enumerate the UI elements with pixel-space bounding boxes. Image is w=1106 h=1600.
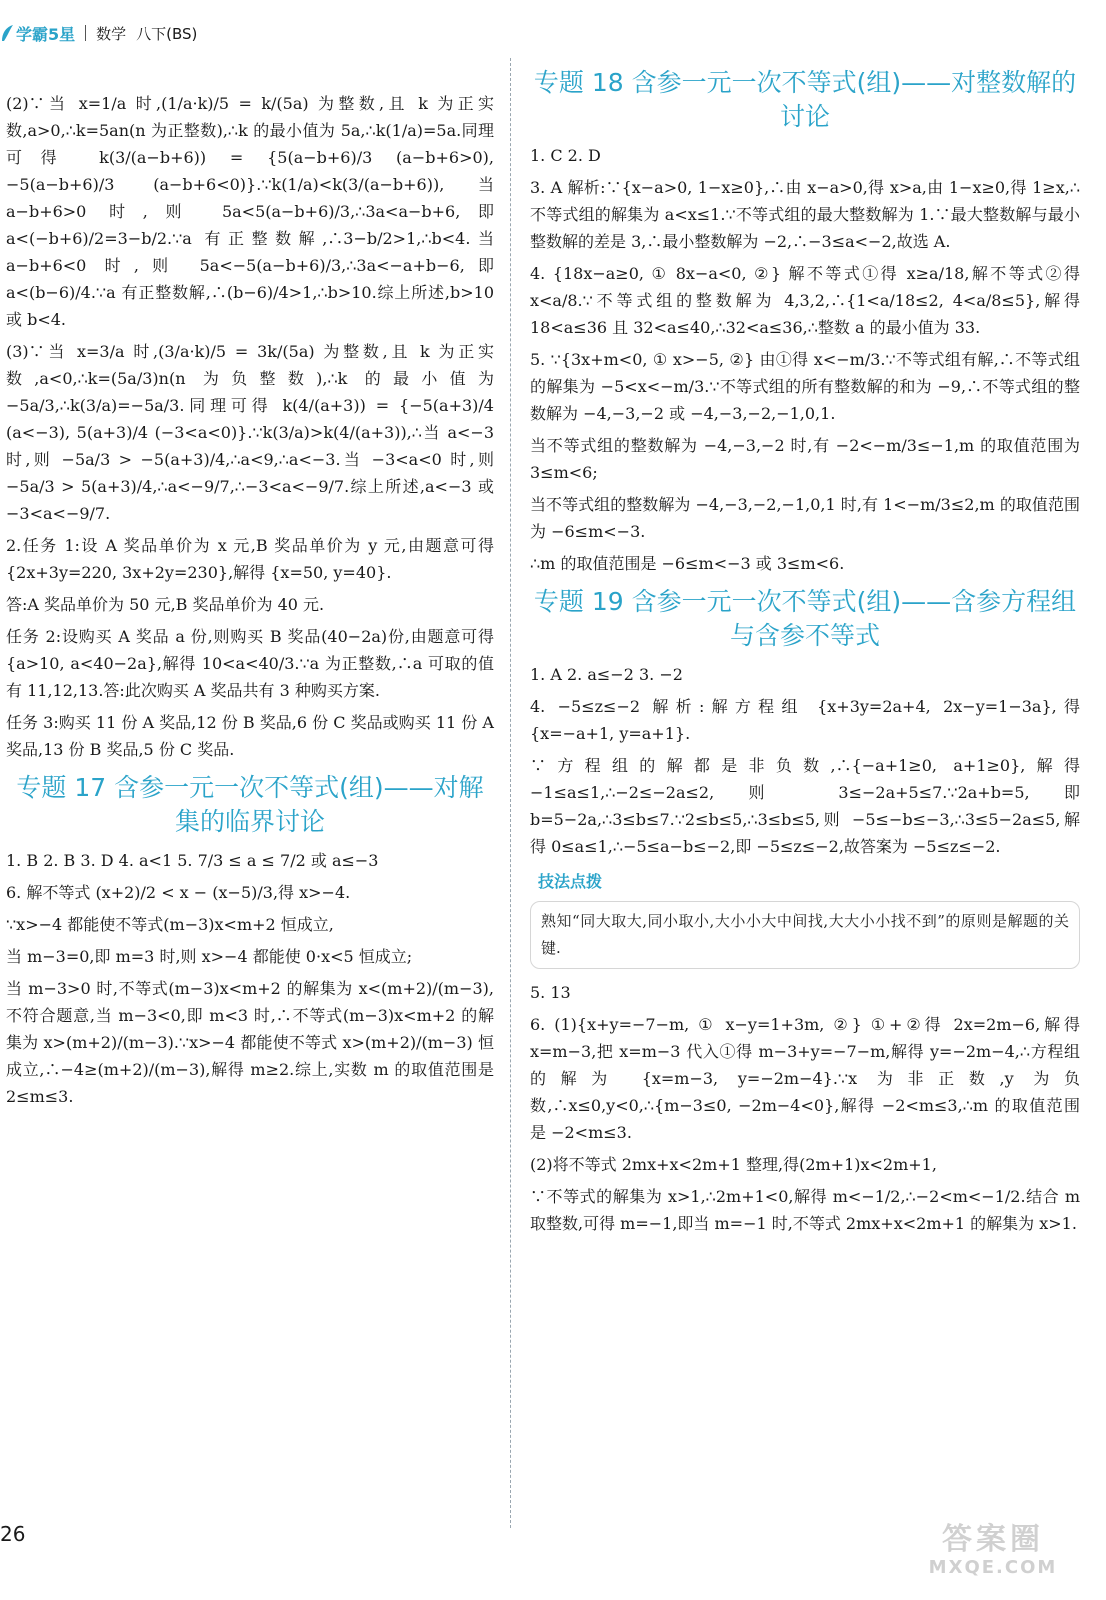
tip-label: 技法点拨 bbox=[538, 872, 603, 891]
brand-leaf-icon bbox=[0, 23, 14, 43]
page-number: 26 bbox=[0, 1522, 26, 1546]
answer-paragraph: 6. 解不等式 (x+2)/2 < x − (x−5)/3,得 x>−4. bbox=[6, 883, 351, 902]
answer-paragraph: 当 m−3>0 时,不等式(m−3)x<m+2 的解集为 x<(m+2)/(m−3),不符合题意,当 m−3<0,即 m<3 时,∴不等式(m−3)x<m+2 的解集为 x>(m+2)/(m−3).∵x>−4 都能使不等式 x>(m+2)/(m−3) 恒成立,∴−4≥(m+2)/(m−3),解得 m≥2.综上,实数 m 的取值范围是 2≤m≤3. bbox=[6, 979, 494, 1106]
answer-paragraph: 当不等式组的整数解为 −4,−3,−2 时,有 −2<−m/3≤−1,m 的取值范围为 3≤m<6; bbox=[530, 436, 1080, 482]
answer-paragraph: 4. {18x−a≥0, ① 8x−a<0, ②} 解不等式①得 x≥a/18,解不等式②得 x<a/8.∵不等式组的整数解为 4,3,2,∴{1<a/18≤2, 4<a/8≤5},解得 18<a≤36 且 32<a≤40,∴32<a≤36,∴整数 a 的最小值为 33. bbox=[530, 264, 1080, 337]
page-header bbox=[0, 18, 420, 48]
answer-paragraph: 任务 2:设购买 A 奖品 a 份,则购买 B 奖品(40−2a)份,由题意可得 {a>10, a<40−2a},解得 10<a<40/3.∵a 为正整数,∴a 可取的值有 11,12,13.答:此次购买 A 奖品共有 3 种购买方案. bbox=[6, 627, 494, 700]
answer-paragraph: 任务 3:购买 11 份 A 奖品,12 份 B 奖品,6 份 C 奖品或购买 11 份 A 奖品,13 份 B 奖品,5 份 C 奖品. bbox=[6, 713, 494, 759]
topic-17-title: 专题 17 含参一元一次不等式(组)——对解集的临界讨论 bbox=[16, 773, 484, 836]
topic-18-title: 专题 18 含参一元一次不等式(组)——对整数解的讨论 bbox=[533, 68, 1077, 131]
answer-paragraph: 答:A 奖品单价为 50 元,B 奖品单价为 40 元. bbox=[6, 595, 325, 614]
header-subject: 数学 bbox=[96, 24, 127, 43]
tip-box: 熟知“同大取大,同小取小,大小小大中间找,大大小小找不到”的原则是解题的关键. bbox=[530, 901, 1080, 969]
answer-paragraph: 4. −5≤z≤−2 解析:解方程组 {x+3y=2a+4, 2x−y=1−3a},得 {x=−a+1, y=a+1}. bbox=[530, 697, 1080, 743]
watermark-url: MXQE.COM bbox=[928, 1557, 1058, 1578]
answer-paragraph: (2)∵当 x=1/a 时,(1/a·k)/5 = k/(5a) 为整数,且 k 为正实数,a>0,∴k=5an(n 为正整数),∴k 的最小值为 5a,∴k(1/a)=5a.同理可得 k(3/(a−b+6)) = {5(a−b+6)/3 (a−b+6>0), −5(a−b+6)/3 (a−b+6<0)}.∵k(1/a)<k(3/(a−b+6)),当 a−b+6>0 时,则 5a<5(a−b+6)/3,∴3a<a−b+6,即 a<(−b+6)/2=3−b/2.∵a 有正整数解,∴3−b/2>1,∴b<4.当 a−b+6<0 时,则 5a<−5(a−b+6)/3,∴3a<−a+b−6,即 a<(b−6)/4.∵a 有正整数解,∴(b−6)/4>1,∴b>10.综上所述,b>10 或 b<4. bbox=[6, 94, 494, 329]
answer-paragraph: 2.任务 1:设 A 奖品单价为 x 元,B 奖品单价为 y 元,由题意可得 {2x+3y=220, 3x+2y=230},解得 {x=50, y=40}. bbox=[6, 536, 494, 582]
answer-paragraph: 1. C 2. D bbox=[530, 146, 601, 165]
answer-paragraph: 5. ∵{3x+m<0, ① x>−5, ②} 由①得 x<−m/3.∵不等式组有解,∴不等式组的解集为 −5<x<−m/3.∵不等式组的所有整数解的和为 −9,∴不等式组的整数解为 −4,−3,−2 或 −4,−3,−2,−1,0,1. bbox=[530, 350, 1080, 423]
brand-name: 学霸5星 bbox=[16, 24, 76, 44]
answer-paragraph: (3)∵当 x=3/a 时,(3/a·k)/5 = 3k/(5a) 为整数,且 k 为正实数,a<0,∴k=(5a/3)n(n 为负整数),∴k 的最小值为 −5a/3,∴k(3/a)=−5a/3.同理可得 k(4/(a+3)) = {−5(a+3)/4 (a<−3), 5(a+3)/4 (−3<a<0)}.∵k(3/a)>k(4/(a+3)),∴当 a<−3 时,则 −5a/3 > −5(a+3)/4,∴a<9,∴a<−3.当 −3<a<0 时,则 −5a/3 > 5(a+3)/4,∴a<−9/7,∴−3<a<−9/7.综上所述,a<−3 或 −3<a<−9/7. bbox=[6, 342, 494, 523]
answer-paragraph: 5. 13 bbox=[530, 983, 571, 1002]
watermark-text: 答案圈 bbox=[942, 1522, 1044, 1557]
answer-paragraph: 1. A 2. a≤−2 3. −2 bbox=[530, 665, 683, 684]
right-column bbox=[530, 58, 1080, 1242]
answer-paragraph: 6. (1){x+y=−7−m, ① x−y=1+3m, ②} ①+②得 2x=2m−6,解得 x=m−3,把 x=m−3 代入①得 m−3+y=−7−m,解得 y=−2m−4,∴方程组的解为 {x=m−3, y=−2m−4}.∵x 为非正数,y 为负数,∴x≤0,y<0,∴{m−3≤0, −2m−4<0},解得 −2<m≤3,∴m 的取值范围是 −2<m≤3. bbox=[530, 1015, 1080, 1142]
answer-paragraph: ∵x>−4 都能使不等式(m−3)x<m+2 恒成立, bbox=[6, 915, 334, 934]
answer-paragraph: 3. A 解析:∵{x−a>0, 1−x≥0},∴由 x−a>0,得 x>a,由 1−x≥0,得 1≥x,∴不等式组的解集为 a<x≤1.∵不等式组的最大整数解为 1.∵最大整数解与最小整数解的差是 3,∴最小整数解为 −2,∴−3≤a<−2,故选 A. bbox=[530, 178, 1080, 251]
answer-paragraph: 1. B 2. B 3. D 4. a<1 5. 7/3 ≤ a ≤ 7/2 或 a≤−3 bbox=[6, 851, 379, 870]
header-divider bbox=[85, 25, 86, 41]
brand-logo bbox=[0, 22, 75, 45]
answer-paragraph: ∴m 的取值范围是 −6≤m<−3 或 3≤m<6. bbox=[530, 554, 845, 573]
answer-paragraph: ∵不等式的解集为 x>1,∴2m+1<0,解得 m<−1/2,∴−2<m<−1/2.结合 m 取整数,可得 m=−1,即当 m=−1 时,不等式 2mx+x<2m+1 的解集为 x>1. bbox=[530, 1187, 1080, 1233]
left-column bbox=[6, 90, 494, 1115]
watermark bbox=[898, 1522, 1088, 1582]
answer-paragraph: (2)将不等式 2mx+x<2m+1 整理,得(2m+1)x<2m+1, bbox=[530, 1155, 937, 1174]
header-grade: 八下(BS) bbox=[136, 24, 198, 43]
topic-19-title: 专题 19 含参一元一次不等式(组)——含参方程组与含参不等式 bbox=[533, 587, 1077, 650]
answer-paragraph: 当 m−3=0,即 m=3 时,则 x>−4 都能使 0·x<5 恒成立; bbox=[6, 947, 413, 966]
answer-paragraph: 当不等式组的整数解为 −4,−3,−2,−1,0,1 时,有 1<−m/3≤2,m 的取值范围为 −6≤m<−3. bbox=[530, 495, 1080, 541]
answer-paragraph: ∵方程组的解都是非负数,∴{−a+1≥0, a+1≥0},解得 −1≤a≤1,∴−2≤−2a≤2,则 3≤−2a+5≤7.∵2a+b=5,即 b=5−2a,∴3≤b≤7.∵2≤b≤5,∴3≤b≤5,则 −5≤−b≤−3,∴3≤5−2a≤5,解得 0≤a≤1,∴−5≤a−b≤−2,即 −5≤z≤−2,故答案为 −5≤z≤−2. bbox=[530, 756, 1080, 856]
column-divider bbox=[510, 58, 511, 1528]
